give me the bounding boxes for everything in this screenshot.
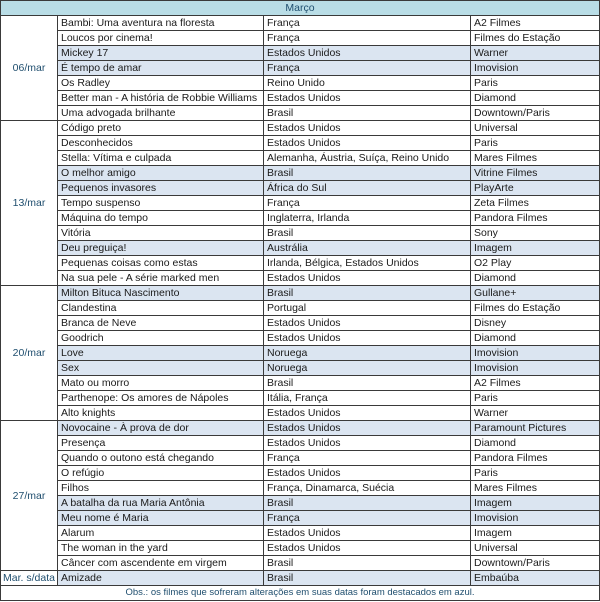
film-row xyxy=(1,91,600,106)
film-row xyxy=(1,166,600,181)
film-distributor: Imovision xyxy=(471,61,600,76)
film-distributor: Paramount Pictures xyxy=(471,421,600,436)
release-date: Mar. s/data xyxy=(1,571,58,586)
film-row xyxy=(1,211,600,226)
release-date: 06/mar xyxy=(1,16,58,121)
film-distributor: Imagem xyxy=(471,241,600,256)
film-title: Alto knights xyxy=(58,406,264,421)
film-title: Pequenos invasores xyxy=(58,181,264,196)
film-title: Desconhecidos xyxy=(58,136,264,151)
film-title: Goodrich xyxy=(58,331,264,346)
film-country: Austrália xyxy=(264,241,471,256)
film-row xyxy=(1,496,600,511)
film-distributor: Vitrine Filmes xyxy=(471,166,600,181)
film-country: França xyxy=(264,61,471,76)
film-title: O refúgio xyxy=(58,466,264,481)
film-distributor: Embaúba xyxy=(471,571,600,586)
film-title: Mickey 17 xyxy=(58,46,264,61)
film-row xyxy=(1,316,600,331)
film-title: Parthenope: Os amores de Nápoles xyxy=(58,391,264,406)
film-row xyxy=(1,436,600,451)
release-date: 13/mar xyxy=(1,121,58,286)
film-distributor: Disney xyxy=(471,316,600,331)
film-country: Brasil xyxy=(264,286,471,301)
film-country: Estados Unidos xyxy=(264,316,471,331)
film-title: Uma advogada brilhante xyxy=(58,106,264,121)
film-country: Noruega xyxy=(264,361,471,376)
film-distributor: Mares Filmes xyxy=(471,481,600,496)
film-country: Estados Unidos xyxy=(264,526,471,541)
film-country: Brasil xyxy=(264,106,471,121)
film-row xyxy=(1,331,600,346)
film-title: Loucos por cinema! xyxy=(58,31,264,46)
film-row xyxy=(1,31,600,46)
film-country: África do Sul xyxy=(264,181,471,196)
film-row xyxy=(1,106,600,121)
film-country: Alemanha, Áustria, Suíça, Reino Unido xyxy=(264,151,471,166)
film-title: Filhos xyxy=(58,481,264,496)
film-distributor: Filmes do Estação xyxy=(471,301,600,316)
film-title: Pequenas coisas como estas xyxy=(58,256,264,271)
film-distributor: Downtown/Paris xyxy=(471,106,600,121)
film-row xyxy=(1,556,600,571)
film-title: Better man - A história de Robbie Williams xyxy=(58,91,264,106)
film-distributor: Gullane+ xyxy=(471,286,600,301)
month-header-row xyxy=(1,1,600,16)
film-row xyxy=(1,346,600,361)
film-country: Inglaterra, Irlanda xyxy=(264,211,471,226)
film-row xyxy=(1,481,600,496)
film-title: Novocaine - À prova de dor xyxy=(58,421,264,436)
film-row xyxy=(1,286,600,301)
film-row xyxy=(1,571,600,586)
film-country: Brasil xyxy=(264,496,471,511)
film-title: Meu nome é Maria xyxy=(58,511,264,526)
film-title: A batalha da rua Maria Antônia xyxy=(58,496,264,511)
film-country: Estados Unidos xyxy=(264,46,471,61)
film-title: Câncer com ascendente em virgem xyxy=(58,556,264,571)
film-row xyxy=(1,361,600,376)
film-row xyxy=(1,466,600,481)
film-distributor: Diamond xyxy=(471,331,600,346)
film-country: Estados Unidos xyxy=(264,406,471,421)
film-distributor: Warner xyxy=(471,406,600,421)
film-distributor: Paris xyxy=(471,466,600,481)
film-row xyxy=(1,301,600,316)
film-country: Portugal xyxy=(264,301,471,316)
month-header: Março xyxy=(1,1,600,16)
film-distributor: Sony xyxy=(471,226,600,241)
film-distributor: Imovision xyxy=(471,511,600,526)
film-distributor: O2 Play xyxy=(471,256,600,271)
film-title: Alarum xyxy=(58,526,264,541)
film-country: Noruega xyxy=(264,346,471,361)
film-row xyxy=(1,151,600,166)
film-distributor: Imovision xyxy=(471,346,600,361)
film-distributor: Diamond xyxy=(471,271,600,286)
film-title: Deu preguiça! xyxy=(58,241,264,256)
release-date: 20/mar xyxy=(1,286,58,421)
film-country: Brasil xyxy=(264,226,471,241)
film-row xyxy=(1,526,600,541)
film-title: Código preto xyxy=(58,121,264,136)
film-title: Love xyxy=(58,346,264,361)
film-distributor: Imovision xyxy=(471,361,600,376)
film-country: Estados Unidos xyxy=(264,466,471,481)
film-row xyxy=(1,421,600,436)
film-title: Máquina do tempo xyxy=(58,211,264,226)
film-row xyxy=(1,121,600,136)
film-row xyxy=(1,196,600,211)
film-country: Estados Unidos xyxy=(264,121,471,136)
film-row xyxy=(1,406,600,421)
film-row xyxy=(1,256,600,271)
film-title: Quando o outono está chegando xyxy=(58,451,264,466)
film-row xyxy=(1,451,600,466)
film-title: Presença xyxy=(58,436,264,451)
film-title: É tempo de amar xyxy=(58,61,264,76)
film-country: França xyxy=(264,196,471,211)
film-row xyxy=(1,541,600,556)
film-distributor: Filmes do Estação xyxy=(471,31,600,46)
film-country: Brasil xyxy=(264,376,471,391)
film-title: Branca de Neve xyxy=(58,316,264,331)
film-row xyxy=(1,391,600,406)
film-row xyxy=(1,136,600,151)
film-distributor: Paris xyxy=(471,391,600,406)
film-country: Estados Unidos xyxy=(264,331,471,346)
film-title: Vitória xyxy=(58,226,264,241)
film-row xyxy=(1,271,600,286)
film-row xyxy=(1,46,600,61)
film-row xyxy=(1,76,600,91)
film-distributor: Imagem xyxy=(471,526,600,541)
note-text: Obs.: os filmes que sofreram alterações em suas datas foram destacados em azul. xyxy=(1,586,600,601)
film-country: Estados Unidos xyxy=(264,271,471,286)
film-country: Estados Unidos xyxy=(264,136,471,151)
film-title: Os Radley xyxy=(58,76,264,91)
film-country: Reino Unido xyxy=(264,76,471,91)
film-title: Milton Bituca Nascimento xyxy=(58,286,264,301)
film-title: Tempo suspenso xyxy=(58,196,264,211)
film-country: França xyxy=(264,511,471,526)
film-country: Brasil xyxy=(264,556,471,571)
film-row xyxy=(1,511,600,526)
film-country: Brasil xyxy=(264,571,471,586)
film-row xyxy=(1,61,600,76)
film-distributor: Diamond xyxy=(471,91,600,106)
film-distributor: Paris xyxy=(471,136,600,151)
film-title: Na sua pele - A série marked men xyxy=(58,271,264,286)
film-row xyxy=(1,241,600,256)
film-distributor: A2 Filmes xyxy=(471,376,600,391)
film-title: Sex xyxy=(58,361,264,376)
film-distributor: Mares Filmes xyxy=(471,151,600,166)
film-distributor: Paris xyxy=(471,76,600,91)
film-title: The woman in the yard xyxy=(58,541,264,556)
film-country: França xyxy=(264,31,471,46)
film-row xyxy=(1,226,600,241)
film-row xyxy=(1,16,600,31)
film-row xyxy=(1,181,600,196)
film-distributor: Imagem xyxy=(471,496,600,511)
film-title: Stella: Vítima e culpada xyxy=(58,151,264,166)
film-row xyxy=(1,376,600,391)
film-country: Estados Unidos xyxy=(264,436,471,451)
film-distributor: Zeta Filmes xyxy=(471,196,600,211)
note-row xyxy=(1,586,600,601)
film-country: Brasil xyxy=(264,166,471,181)
film-title: Amizade xyxy=(58,571,264,586)
film-distributor: Universal xyxy=(471,541,600,556)
film-country: Estados Unidos xyxy=(264,91,471,106)
film-title: Bambi: Uma aventura na floresta xyxy=(58,16,264,31)
film-country: França, Dinamarca, Suécia xyxy=(264,481,471,496)
film-distributor: Diamond xyxy=(471,436,600,451)
film-distributor: Downtown/Paris xyxy=(471,556,600,571)
film-distributor: PlayArte xyxy=(471,181,600,196)
film-country: França xyxy=(264,16,471,31)
schedule-body xyxy=(1,16,600,586)
film-country: Irlanda, Bélgica, Estados Unidos xyxy=(264,256,471,271)
film-country: Itália, França xyxy=(264,391,471,406)
film-title: O melhor amigo xyxy=(58,166,264,181)
film-distributor: Pandora Filmes xyxy=(471,211,600,226)
film-country: Estados Unidos xyxy=(264,541,471,556)
film-country: Estados Unidos xyxy=(264,421,471,436)
release-date: 27/mar xyxy=(1,421,58,571)
film-distributor: Pandora Filmes xyxy=(471,451,600,466)
film-country: França xyxy=(264,451,471,466)
film-distributor: Warner xyxy=(471,46,600,61)
film-title: Mato ou morro xyxy=(58,376,264,391)
film-distributor: Universal xyxy=(471,121,600,136)
film-distributor: A2 Filmes xyxy=(471,16,600,31)
film-title: Clandestina xyxy=(58,301,264,316)
